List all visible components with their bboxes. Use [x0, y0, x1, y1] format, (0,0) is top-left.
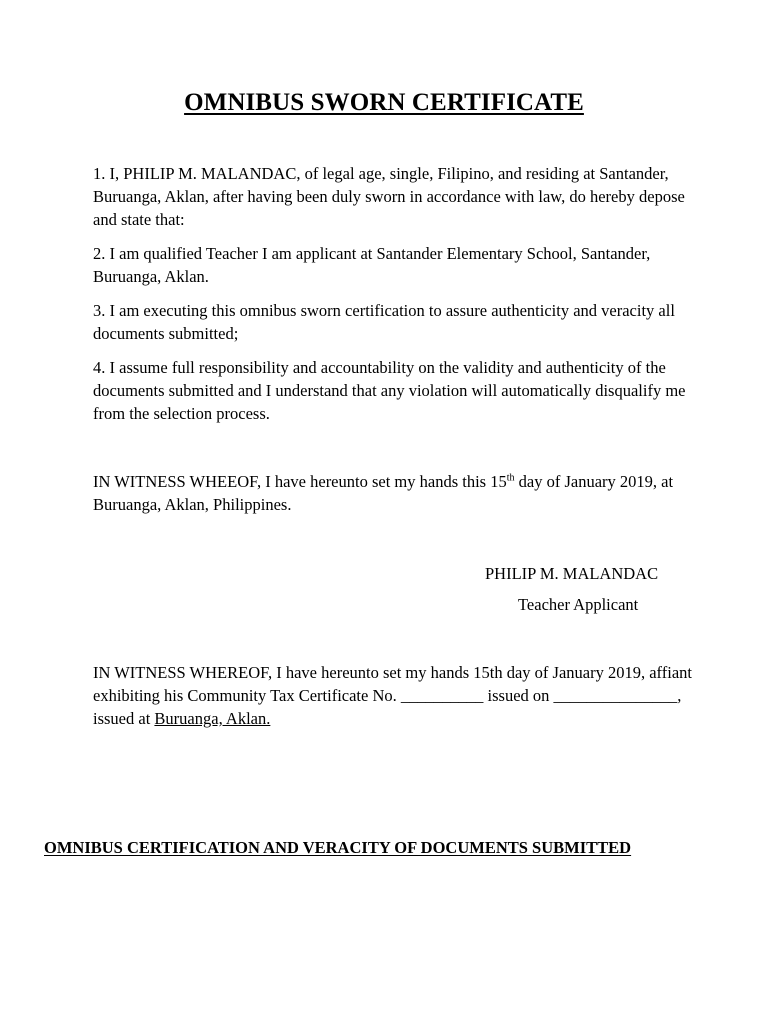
- witness-1-ordinal-suffix: th: [506, 472, 515, 484]
- paragraph-3: 3. I am executing this omnibus sworn certification to assure authenticity and veracity all documents submitted;: [93, 301, 675, 343]
- issue-date-blank: _______________: [553, 686, 678, 705]
- paragraph-1: 1. I, PHILIP M. MALANDAC, of legal age, single, Filipino, and residing at Santander, Buruanga, Aklan, after having been duly sworn in accordance with law, do hereby depose and state that:: [93, 164, 685, 229]
- document-title: OMNIBUS SWORN CERTIFICATE: [184, 89, 584, 116]
- witness-2-text-c: , issued at: [93, 686, 682, 728]
- witness-paragraph-2: [93, 661, 693, 730]
- section-heading: OMNIBUS CERTIFICATION AND VERACITY OF DOCUMENTS SUBMITTED: [44, 838, 632, 857]
- paragraph-2: 2. I am qualified Teacher I am applicant at Santander Elementary School, Santander, Buruanga, Aklan.: [93, 244, 651, 286]
- witness-1-text-b: day of January 2019, at Buruanga, Aklan, Philippines.: [93, 472, 674, 514]
- signatory-name: PHILIP M. MALANDAC: [485, 564, 659, 583]
- paragraph-4: 4. I assume full responsibility and accountability on the validity and authenticity of the documents submitted and I understand that any violation will automatically disqualify me from the selection process.: [93, 358, 686, 423]
- witness-2-text-a: IN WITNESS WHEREOF, I have hereunto set my hands 15th day of January 2019, affiant exhibiting his Community Tax Certificate No.: [93, 663, 692, 705]
- witness-1-text-a: IN WITNESS WHEEOF, I have hereunto set my hands this 15: [93, 472, 507, 491]
- witness-paragraph-1: [93, 470, 693, 516]
- ctc-number-blank: __________: [400, 686, 484, 705]
- issue-place: Buruanga, Aklan.: [154, 709, 271, 728]
- signatory-role: Teacher Applicant: [518, 595, 639, 614]
- witness-2-text-b: issued on: [483, 686, 554, 705]
